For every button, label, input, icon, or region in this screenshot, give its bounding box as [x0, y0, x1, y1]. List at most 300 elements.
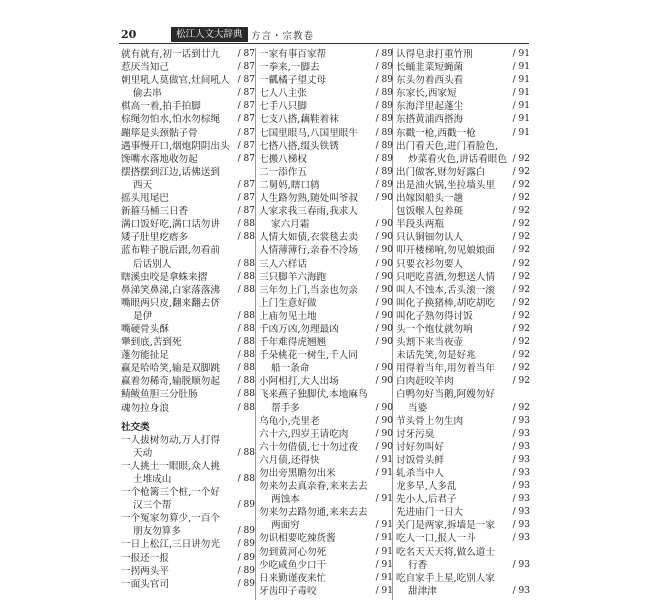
entry-page-ref: / 89 — [237, 539, 255, 550]
entry-text: 勿到黄河心勿死 — [259, 546, 327, 558]
entry-text: 只要衣衫勿要人 — [396, 258, 464, 270]
entry-text: 棋高一着,拍手拍脚 — [121, 101, 201, 113]
entry-row — [121, 538, 255, 551]
entry-text: 土堆成山 — [133, 474, 172, 485]
entry-text: 一瓤橘子望丈母 — [259, 75, 327, 87]
entry-row — [259, 74, 393, 87]
entry-text: 飞来燕子独脚伏,本地麻鸟 — [259, 389, 368, 401]
entry-text: 东家长,西家短 — [396, 88, 457, 100]
entry-page-ref: / 87 — [237, 153, 255, 164]
entry-page-ref: / 88 — [237, 271, 255, 282]
entry-row — [396, 87, 530, 100]
entry-text: 一报还一报 — [121, 552, 169, 564]
entry-row — [396, 506, 530, 519]
entry-text: 人生路勿熟,随处叫爷叔 — [259, 193, 358, 205]
entry-row — [121, 192, 255, 205]
entry-page-ref: / 91 — [512, 127, 530, 138]
entry-text: 只认铜钿勿认人 — [396, 232, 464, 244]
entry-row — [121, 336, 255, 349]
entry-text: 上庙勿见土地 — [259, 310, 317, 322]
entry-text: 汉三个帮 — [133, 500, 172, 512]
entry-row — [259, 297, 393, 310]
entry-text: 出是油火锅,坐拉墙头里 — [396, 179, 495, 191]
entry-row — [259, 454, 393, 467]
entry-text: 叫化子换猪棒,胡吃胡吃 — [396, 297, 495, 309]
entry-text: 用得着当年,用勿着当年 — [396, 363, 495, 375]
entry-row — [396, 231, 530, 244]
entry-text: 六月债,还得快 — [259, 454, 320, 466]
entry-row — [121, 271, 255, 284]
entry-page-ref: / 93 — [512, 481, 530, 492]
entry-page-ref: / 92 — [512, 337, 530, 348]
entry-text: 只吧吃喜酒,勿想送人情 — [396, 271, 495, 283]
entry-text: 上门生意好做 — [259, 297, 317, 309]
entry-text: 朝里吼人莫做官,灶间吼人 — [121, 75, 230, 87]
entry-page-ref: / 90 — [375, 193, 393, 204]
entry-row — [259, 415, 393, 428]
entry-column-2 — [259, 48, 393, 598]
entry-row — [259, 546, 393, 559]
entry-row — [396, 349, 530, 362]
entry-text: 新箍马桶三日香 — [121, 206, 189, 218]
entry-text: 二一添作五 — [259, 166, 307, 178]
entry-page-ref: / 92 — [512, 350, 530, 361]
entry-row — [396, 519, 530, 532]
entry-page-ref: / 88 — [237, 402, 255, 413]
entry-row — [259, 480, 393, 493]
entry-page-ref: / 91 — [375, 454, 393, 465]
entry-page-ref: / 87 — [237, 101, 255, 112]
entry-page-ref: / 92 — [512, 258, 530, 269]
entry-text: 七搭八搭,缀头铁锈 — [259, 140, 339, 152]
entry-page-ref: / 88 — [237, 447, 255, 458]
entry-text: 人情薄薄行,亲眷不冷场 — [259, 245, 358, 257]
entry-page-ref: / 89 — [375, 49, 393, 59]
entry-text: 讨饭骨头鲜 — [396, 454, 444, 466]
entry-row — [121, 244, 255, 257]
entry-page-ref: / 90 — [375, 232, 393, 243]
entry-page-ref: / 89 — [375, 153, 393, 164]
entry-page-ref: / 88 — [237, 363, 255, 374]
entry-text: 嘴眼两只皮,翻来翻去侪 — [121, 297, 220, 309]
entry-row — [121, 499, 255, 512]
entry-text: 勿来勿去路勿通,来来去去 — [259, 507, 368, 519]
entry-text: 人情大如债,衣裳毯去卖 — [259, 232, 358, 244]
entry-page-ref: / 88 — [237, 389, 255, 400]
entry-page-ref: / 91 — [375, 572, 393, 583]
entry-text: 赢是哈哈笑,输是双脚跳 — [121, 363, 220, 375]
entry-page-ref: / 90 — [375, 363, 393, 374]
entry-page-ref: / 88 — [237, 323, 255, 334]
entry-row — [396, 271, 530, 284]
entry-text: 家六月霜 — [271, 219, 310, 231]
entry-text: 七国里眼马,八国里眼牛 — [259, 127, 358, 139]
entry-text: 后话别人 — [133, 258, 172, 270]
entry-page-ref: / 89 — [237, 565, 255, 576]
entry-text: 是伊 — [133, 310, 153, 322]
entry-page-ref: / 88 — [237, 350, 255, 361]
entry-row — [396, 441, 530, 454]
entry-page-ref: / 92 — [512, 166, 530, 177]
entry-page-ref: / 88 — [237, 337, 255, 348]
entry-row — [121, 323, 255, 336]
entry-text: 先进庙门一日大 — [396, 507, 464, 519]
entry-row — [121, 61, 255, 74]
entry-text: 朋友勿算多 — [133, 526, 181, 538]
entry-page-ref: / 88 — [237, 219, 255, 230]
entry-row — [396, 454, 530, 467]
entry-page-ref: / 87 — [237, 88, 255, 99]
entry-row — [259, 519, 393, 532]
entry-text: 日来勤谨夜来忙 — [259, 572, 327, 584]
entry-row — [121, 179, 255, 192]
entry-row — [396, 585, 530, 598]
page-number: 20 — [121, 28, 137, 41]
entry-row — [396, 284, 530, 297]
entry-text: 一人拔树勿动,万人打得 — [121, 434, 220, 446]
entry-row — [396, 402, 530, 415]
entry-text: 勿来勿去真亲眷,来来去去 — [259, 481, 368, 493]
entry-text: 半段头两瓶 — [396, 219, 444, 231]
entry-page-ref: / 89 — [375, 166, 393, 177]
entry-row — [259, 271, 393, 284]
entry-text: 出门看天色,进门看脸色, — [396, 140, 499, 152]
entry-text: 遇事慢开口,烟炮阴阴出头 — [121, 140, 230, 152]
entry-row — [121, 578, 255, 591]
entry-text: 惹厌当知己 — [121, 62, 169, 74]
entry-page-ref: / 90 — [375, 297, 393, 308]
entry-text: 东戳一枪,西戳一枪 — [396, 127, 476, 139]
entry-text: 馋嘴水落地收勿起 — [121, 153, 198, 165]
entry-row — [396, 428, 530, 441]
entry-row — [259, 192, 393, 205]
entry-row — [259, 205, 393, 218]
entry-page-ref: / 89 — [237, 552, 255, 563]
entry-row — [259, 61, 393, 74]
entry-text: 东搭黄浦西搭海 — [396, 114, 464, 126]
entry-text: 西天 — [133, 179, 153, 191]
entry-page-ref: / 87 — [237, 127, 255, 138]
entry-text: 蓬勿能扯足 — [121, 350, 169, 362]
entry-row — [121, 127, 255, 140]
entry-text: 头割下来当夜壶 — [396, 337, 464, 349]
entry-row — [259, 402, 393, 415]
entry-text: 千朵桃花一树生,千人同 — [259, 350, 358, 362]
entry-row — [259, 559, 393, 572]
entry-text: 一人挑土一眼眼,众人挑 — [121, 460, 220, 472]
entry-text: 头一个炮仗就勿响 — [396, 323, 473, 335]
entry-page-ref: / 90 — [375, 337, 393, 348]
entry-text: 当婆 — [408, 402, 428, 414]
entry-text: 七手八只脚 — [259, 101, 307, 113]
entry-row — [396, 559, 530, 572]
entry-row — [259, 467, 393, 480]
entry-row — [396, 74, 530, 87]
entry-text: 就有就有,初一话到廿九 — [121, 49, 220, 60]
entry-page-ref: / 89 — [375, 127, 393, 138]
entry-row — [396, 572, 530, 585]
entry-text: 三年勿上门,当亲也勿亲 — [259, 284, 358, 296]
entry-page-ref: / 91 — [512, 75, 530, 86]
entry-page-ref: / 93 — [512, 428, 530, 439]
entry-text: 一拳来,一脚去 — [259, 62, 320, 74]
entry-row — [259, 572, 393, 585]
entry-text: 蹦筚是头颈骷子骨 — [121, 127, 198, 139]
entry-row — [259, 349, 393, 362]
entry-row — [121, 512, 255, 525]
entry-page-ref: / 93 — [512, 520, 530, 531]
entry-text: 出嫁囡船头一趟 — [396, 193, 464, 205]
section-heading-text: 社交类 — [121, 421, 150, 433]
entry-text: 一个冤家勿算少,一百个 — [121, 513, 220, 525]
page-header — [0, 0, 655, 44]
entry-row — [259, 127, 393, 140]
entry-page-ref: / 88 — [237, 474, 255, 484]
entry-page-ref: / 91 — [375, 520, 393, 531]
entry-row — [396, 166, 530, 179]
entry-row — [259, 441, 393, 454]
entry-row — [259, 113, 393, 126]
entry-row — [259, 87, 393, 100]
entry-row — [121, 205, 255, 218]
entry-row — [396, 218, 530, 231]
entry-row — [121, 565, 255, 578]
entry-text: 讨好勿叫好 — [396, 441, 444, 453]
entry-row — [121, 362, 255, 375]
entry-row — [396, 244, 530, 257]
entry-text: 人家求我三春雨,我求人 — [259, 206, 358, 218]
entry-text: 三只脚羊六海跑 — [259, 271, 327, 283]
entry-page-ref: / 92 — [512, 179, 530, 190]
entry-text: 两面穷 — [271, 520, 300, 532]
entry-text: 讨牙污臭 — [396, 428, 435, 440]
entry-row — [121, 447, 255, 460]
book-title: 松江人文大辞典 — [171, 27, 248, 42]
entry-page-ref: / 93 — [512, 468, 530, 478]
entry-page-ref: / 92 — [512, 232, 530, 243]
entry-text: 出门做客,财勿好露白 — [396, 166, 486, 178]
entry-row — [396, 297, 530, 310]
entry-text: 帮手多 — [271, 402, 300, 414]
entry-row — [121, 375, 255, 388]
entry-text: 天动 — [133, 447, 153, 459]
entry-page-ref: / 91 — [375, 559, 393, 570]
entry-text: 两蚀本 — [271, 494, 300, 506]
entry-text: 节头骨上勿生肉 — [396, 415, 464, 427]
entry-row — [259, 258, 393, 271]
entry-text: 瞎溪虫咬是拿蛛来摺 — [121, 271, 208, 283]
entry-page-ref: / 91 — [375, 468, 393, 478]
entry-text: 七支八搭,藕鞋着袜 — [259, 114, 339, 126]
entry-page-ref: / 92 — [512, 206, 530, 217]
entry-page-ref: / 90 — [375, 428, 393, 439]
entry-page-ref: / 89 — [375, 179, 393, 190]
entry-text: 一日上松江,三日讲勿光 — [121, 539, 220, 551]
entry-text: 包饭喉人包养斑 — [396, 206, 464, 218]
entry-row — [259, 140, 393, 153]
entry-page-ref: / 89 — [375, 140, 393, 151]
entry-page-ref: / 87 — [237, 179, 255, 190]
entry-page-ref: / 91 — [375, 533, 393, 544]
entry-text: 偷去串 — [133, 88, 162, 100]
entry-text: 东头勿着西头看 — [396, 75, 464, 87]
entry-text: 少吃咸鱼少口干 — [259, 559, 327, 571]
entry-row — [396, 205, 530, 218]
entry-row — [121, 166, 255, 179]
entry-page-ref: / 93 — [512, 507, 530, 518]
entry-text: 六十六,四岁王请吃肉 — [259, 428, 349, 440]
entry-text: 鼻涕笑鼻涕,白家落落沸 — [121, 284, 220, 296]
entry-row — [121, 231, 255, 244]
entry-row — [259, 100, 393, 113]
entry-text: 叫化子熟勿得讨饭 — [396, 310, 473, 322]
entry-page-ref: / 90 — [375, 323, 393, 334]
entry-row — [121, 218, 255, 231]
entry-page-ref: / 91 — [512, 88, 530, 99]
entry-row — [396, 532, 530, 545]
entry-text: 七人八主张 — [259, 88, 307, 100]
entry-text: 矮子肚里疙瘩多 — [121, 232, 189, 244]
entry-text: 三人六样话 — [259, 258, 307, 270]
entry-text: 甜津津 — [408, 585, 437, 597]
entry-text: 炒菜看火色,讲话看眼色 — [408, 153, 507, 165]
entry-text: 叩开楼梯响,勿见娘娘面 — [396, 245, 495, 257]
entry-page-ref: / 87 — [237, 206, 255, 217]
entry-page-ref: / 92 — [512, 376, 530, 387]
entry-row — [259, 48, 393, 61]
entry-text: 赢着勿稀奇,输脱顺勿起 — [121, 376, 220, 388]
entry-page-ref: / 90 — [375, 258, 393, 269]
entry-page-ref: / 87 — [237, 140, 255, 151]
entry-text: 吃人一口,报人一斗 — [396, 533, 476, 545]
entry-row — [259, 362, 393, 375]
entry-row — [259, 493, 393, 506]
entry-row — [121, 258, 255, 271]
entry-row — [259, 153, 393, 166]
entry-page-ref: / 90 — [375, 441, 393, 452]
entry-row — [396, 179, 530, 192]
entry-row — [259, 231, 393, 244]
entry-page-ref: / 89 — [237, 500, 255, 511]
entry-text: 一拐两头平 — [121, 565, 169, 577]
entry-row — [259, 336, 393, 349]
entry-page-ref: / 91 — [512, 114, 530, 125]
entry-page-ref: / 93 — [512, 559, 530, 570]
entry-text: 认得皂隶打重竹刑 — [396, 49, 473, 60]
entry-page-ref: / 89 — [375, 88, 393, 99]
entry-row — [396, 323, 530, 336]
entry-text: 白肉赶咬羊肉 — [396, 376, 454, 388]
entry-text: 摆搭摆到江边,话佛送到 — [121, 166, 220, 178]
entry-row — [259, 375, 393, 388]
entry-row — [259, 585, 393, 598]
entry-page-ref: / 92 — [512, 402, 530, 413]
entry-text: 白鸭勿好当鹅,阿嫂勿好 — [396, 389, 495, 401]
section-title: 方言・宗教卷 — [251, 31, 315, 42]
entry-text: 犟到底,苦到死 — [121, 337, 182, 349]
entry-row — [396, 310, 530, 323]
entry-page-ref: / 90 — [375, 219, 393, 230]
entry-text: 勿识相要吃辣货酱 — [259, 533, 336, 545]
entry-row — [121, 140, 255, 153]
entry-row — [396, 467, 530, 480]
entry-text: 勿出旁黑瞻勿出米 — [259, 468, 336, 479]
entry-text: 鲭鲅鱼胆三分肚肠 — [121, 389, 198, 401]
entry-text: 千凶万凶,勿理最凶 — [259, 323, 339, 335]
entry-page-ref: / 92 — [512, 363, 530, 374]
entry-page-ref: / 90 — [375, 245, 393, 256]
entry-text: 小阿相打,大人出场 — [259, 376, 339, 388]
entry-page-ref: / 92 — [512, 219, 530, 230]
entry-row — [396, 140, 530, 153]
entry-row — [121, 48, 255, 61]
entry-page-ref: / 91 — [375, 494, 393, 505]
entry-row — [121, 525, 255, 538]
column-divider — [255, 48, 256, 600]
entry-page-ref: / 89 — [237, 526, 255, 537]
entry-row — [121, 100, 255, 113]
entry-page-ref: / 87 — [237, 49, 255, 59]
entry-row — [259, 244, 393, 257]
entry-page-ref: / 89 — [375, 75, 393, 86]
entry-row — [121, 552, 255, 565]
entry-row — [121, 473, 255, 486]
entry-row — [121, 113, 255, 126]
entry-row — [396, 493, 530, 506]
entry-row — [121, 402, 255, 415]
entry-row — [396, 362, 530, 375]
entry-page-ref: / 92 — [512, 153, 530, 164]
entry-page-ref: / 93 — [512, 494, 530, 505]
entry-row — [259, 310, 393, 323]
entry-row — [121, 349, 255, 362]
entry-page-ref: / 92 — [512, 310, 530, 321]
entry-page-ref: / 89 — [375, 62, 393, 73]
entry-row — [396, 480, 530, 493]
entry-row — [396, 113, 530, 126]
entry-text: 蓝布鞋子脱后跟,勿看前 — [121, 245, 220, 257]
entry-page-ref: / 88 — [237, 232, 255, 243]
entry-row — [396, 375, 530, 388]
entry-text: 长蛹韭菜短蝇菌 — [396, 62, 464, 74]
entry-text: 一家有事百家帮 — [259, 49, 327, 60]
entry-page-ref: / 87 — [237, 75, 255, 86]
entry-page-ref: / 92 — [512, 245, 530, 256]
entry-text: 六十勿借债,七十勿过夜 — [259, 441, 358, 453]
entry-page-ref: / 92 — [512, 323, 530, 334]
entry-row — [396, 258, 530, 271]
entry-page-ref: / 89 — [375, 101, 393, 112]
entry-page-ref: / 88 — [237, 284, 255, 295]
entry-page-ref: / 87 — [237, 193, 255, 204]
entry-row — [259, 284, 393, 297]
entry-page-ref: / 93 — [512, 585, 530, 596]
entry-text: 龙多旱,人多乱 — [396, 481, 457, 493]
entry-text: 二舅妈,瞎口鸫 — [259, 179, 320, 191]
entry-row — [259, 506, 393, 519]
entry-page-ref: / 90 — [375, 415, 393, 426]
entry-page-ref: / 93 — [512, 454, 530, 465]
entry-text: 吃自家手上星,吃别人家 — [396, 572, 495, 584]
entry-row — [259, 532, 393, 545]
entry-row — [121, 434, 255, 447]
entry-page-ref: / 88 — [237, 376, 255, 387]
entry-page-ref: / 91 — [512, 101, 530, 112]
entry-text: 东海洋里起蓬尘 — [396, 101, 464, 113]
entry-page-ref: / 90 — [375, 271, 393, 282]
entry-text: 叫人不蚀本,舌头滚一滚 — [396, 284, 495, 296]
entry-page-ref: / 90 — [375, 376, 393, 387]
